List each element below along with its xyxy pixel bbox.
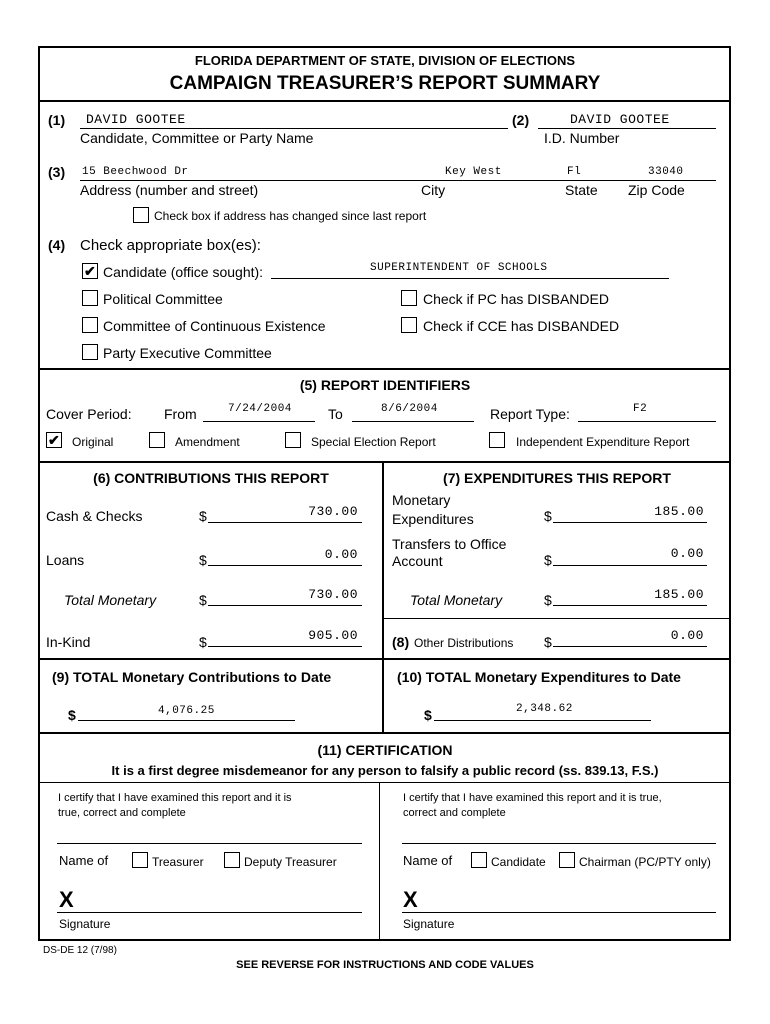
loans-dollar-sign: $ xyxy=(199,552,207,568)
other-distributions-line xyxy=(553,646,707,647)
cover-period-label: Cover Period: xyxy=(46,406,132,422)
amendment-label: Amendment xyxy=(175,435,240,449)
candidate-name-label: Candidate, Committee or Party Name xyxy=(80,130,314,146)
office-sought-value[interactable]: SUPERINTENDENT OF SCHOOLS xyxy=(370,262,548,274)
political-committee-checkbox[interactable] xyxy=(82,290,98,306)
section3-number: (3) xyxy=(48,164,66,180)
cce-disbanded-checkbox[interactable] xyxy=(401,317,417,333)
transfers-value[interactable]: 0.00 xyxy=(670,546,704,561)
state-value[interactable]: Fl xyxy=(567,166,582,178)
cce-label: Committee of Continuous Existence xyxy=(103,318,326,334)
section4-heading: Check appropriate box(es): xyxy=(80,237,261,254)
certification-rule xyxy=(39,782,730,783)
office-sought-line xyxy=(271,278,669,279)
certification-heading: (11) CERTIFICATION xyxy=(317,742,453,758)
deputy-treasurer-label: Deputy Treasurer xyxy=(244,855,337,869)
monetary-expenditures-value[interactable]: 185.00 xyxy=(654,504,704,519)
candidate-signature-x: X xyxy=(403,887,418,912)
political-committee-label: Political Committee xyxy=(103,291,223,307)
contributions-heading: (6) CONTRIBUTIONS THIS REPORT xyxy=(93,470,329,486)
certification-separator xyxy=(379,783,380,940)
city-label: City xyxy=(421,182,446,198)
deputy-treasurer-checkbox[interactable] xyxy=(224,852,240,868)
in-kind-label: In-Kind xyxy=(46,634,91,650)
header-divider xyxy=(39,100,730,102)
report-type-value[interactable]: F2 xyxy=(633,403,648,415)
candidate-name-of-label: Name of xyxy=(403,853,453,868)
monetary-dollar-sign: $ xyxy=(544,508,552,524)
expend-total-line xyxy=(553,605,707,606)
party-exec-checkbox[interactable] xyxy=(82,344,98,360)
total-contributions-dollar-sign: $ xyxy=(68,707,76,723)
candidate-signature-label: Signature xyxy=(403,917,455,931)
address-changed-checkbox[interactable] xyxy=(133,207,149,223)
party-exec-label: Party Executive Committee xyxy=(103,345,272,361)
transfers-label-1: Transfers to Office xyxy=(392,536,507,552)
candidate-check-mark: ✔ xyxy=(84,263,96,279)
department-heading: FLORIDA DEPARTMENT OF STATE, DIVISION OF ELECTIONS xyxy=(194,53,576,68)
from-label: From xyxy=(164,406,197,422)
chairman-checkbox[interactable] xyxy=(559,852,575,868)
address-changed-label: Check box if address has changed since last report xyxy=(154,209,427,223)
treasurer-certify-line-1: I certify that I have examined this report and it is xyxy=(58,792,292,804)
expend-total-value[interactable]: 185.00 xyxy=(654,587,704,602)
total-contributions-heading: (9) TOTAL Monetary Contributions to Date xyxy=(52,669,332,685)
id-number-value[interactable]: DAVID GOOTEE xyxy=(570,112,670,127)
special-election-label: Special Election Report xyxy=(311,435,436,449)
contrib-total-dollar-sign: $ xyxy=(199,592,207,608)
independent-expenditure-checkbox[interactable] xyxy=(489,432,505,448)
candidate-name-line-cert xyxy=(402,843,716,844)
section4-divider xyxy=(39,368,730,370)
loans-label: Loans xyxy=(46,552,85,568)
zip-label: Zip Code xyxy=(628,182,685,198)
in-kind-line xyxy=(208,646,362,647)
cash-checks-line xyxy=(208,522,362,523)
other-distributions-label: Other Distributions xyxy=(414,636,514,650)
treasurer-checkbox[interactable] xyxy=(132,852,148,868)
original-check-mark: ✔ xyxy=(48,432,60,448)
expend-total-label: Total Monetary xyxy=(410,592,503,608)
address-label: Address (number and street) xyxy=(80,182,259,198)
see-reverse-note: SEE REVERSE FOR INSTRUCTIONS AND CODE VALUES xyxy=(236,959,534,971)
cce-checkbox[interactable] xyxy=(82,317,98,333)
candidate-certify-line-1: I certify that I have examined this report and it is true, xyxy=(403,792,662,804)
from-date-line xyxy=(203,421,315,422)
total-contributions-line xyxy=(78,720,295,721)
total-expenditures-line xyxy=(434,720,651,721)
id-number-line xyxy=(538,128,716,129)
amendment-checkbox[interactable] xyxy=(149,432,165,448)
city-value[interactable]: Key West xyxy=(445,166,502,178)
total-contributions-value[interactable]: 4,076.25 xyxy=(158,705,215,717)
chairman-label: Chairman (PC/PTY only) xyxy=(579,855,711,869)
treasurer-certify-line-2: true, correct and complete xyxy=(58,807,186,819)
monetary-expenditures-label-2: Expenditures xyxy=(392,511,474,527)
report-identifiers-heading: (5) REPORT IDENTIFIERS xyxy=(299,377,471,393)
address-value[interactable]: 15 Beechwood Dr xyxy=(82,166,189,178)
loans-line xyxy=(208,565,362,566)
section8-number: (8) xyxy=(392,634,410,650)
section2-number: (2) xyxy=(512,112,530,128)
contrib-total-line xyxy=(208,605,362,606)
form-id: DS-DE 12 (7/98) xyxy=(43,945,117,956)
total-expenditures-heading: (10) TOTAL Monetary Expenditures to Date xyxy=(397,669,681,685)
treasurer-name-of-label: Name of xyxy=(59,853,109,868)
address-line xyxy=(80,180,716,181)
contrib-total-value[interactable]: 730.00 xyxy=(308,587,358,602)
monetary-expenditures-line xyxy=(553,522,707,523)
treasurer-label: Treasurer xyxy=(152,855,204,869)
total-expenditures-value[interactable]: 2,348.62 xyxy=(516,703,573,715)
pc-disbanded-label: Check if PC has DISBANDED xyxy=(423,291,609,307)
transfers-dollar-sign: $ xyxy=(544,552,552,568)
to-date-line xyxy=(352,421,474,422)
candidate-certify-line-2: correct and complete xyxy=(403,807,506,819)
loans-value[interactable]: 0.00 xyxy=(324,547,358,562)
report-type-label: Report Type: xyxy=(490,406,570,422)
other-distributions-top-rule xyxy=(383,618,730,619)
contrib-expend-separator xyxy=(382,462,384,659)
treasurer-signature-x: X xyxy=(59,887,74,912)
cash-dollar-sign: $ xyxy=(199,508,207,524)
certification-warning: It is a first degree misdemeanor for any person to falsify a public record (ss. 839.13, F.S.) xyxy=(111,763,659,778)
totals-separator xyxy=(382,659,384,732)
total-expenditures-dollar-sign: $ xyxy=(424,707,432,723)
section8-divider xyxy=(39,658,730,660)
treasurer-signature-label: Signature xyxy=(59,917,111,931)
in-kind-value[interactable]: 905.00 xyxy=(308,628,358,643)
section5-divider xyxy=(39,461,730,463)
to-date-value[interactable]: 8/6/2004 xyxy=(381,403,438,415)
cash-checks-value[interactable]: 730.00 xyxy=(308,504,358,519)
monetary-expenditures-label-1: Monetary xyxy=(392,492,451,508)
cash-checks-label: Cash & Checks xyxy=(46,508,143,524)
zip-value[interactable]: 33040 xyxy=(648,166,684,178)
candidate-cert-label: Candidate xyxy=(491,855,546,869)
candidate-office-label: Candidate (office sought): xyxy=(103,264,264,280)
expenditures-heading: (7) EXPENDITURES THIS REPORT xyxy=(443,470,671,486)
treasurer-signature-line[interactable] xyxy=(57,912,362,913)
special-election-checkbox[interactable] xyxy=(285,432,301,448)
candidate-signature-line[interactable] xyxy=(402,912,716,913)
to-label: To xyxy=(328,406,343,422)
id-number-label: I.D. Number xyxy=(544,130,620,146)
section10-divider xyxy=(39,732,730,734)
candidate-name-value[interactable]: DAVID GOOTEE xyxy=(86,112,186,127)
other-distributions-value[interactable]: 0.00 xyxy=(670,628,704,643)
in-kind-dollar-sign: $ xyxy=(199,634,207,650)
cce-disbanded-label: Check if CCE has DISBANDED xyxy=(423,318,620,334)
transfers-label-2: Account xyxy=(392,553,443,569)
other-distributions-dollar-sign: $ xyxy=(544,634,552,650)
from-date-value[interactable]: 7/24/2004 xyxy=(228,403,292,415)
candidate-name-line xyxy=(80,128,508,129)
section1-number: (1) xyxy=(48,112,66,128)
report-type-line xyxy=(578,421,716,422)
transfers-line xyxy=(553,565,707,566)
form-title: CAMPAIGN TREASURER’S REPORT SUMMARY xyxy=(169,73,601,94)
independent-expenditure-label: Independent Expenditure Report xyxy=(516,435,690,449)
original-label: Original xyxy=(72,435,114,449)
contrib-total-label: Total Monetary xyxy=(64,592,157,608)
section4-number: (4) xyxy=(48,237,66,253)
state-label: State xyxy=(565,182,598,198)
treasurer-name-line xyxy=(57,843,362,844)
pc-disbanded-checkbox[interactable] xyxy=(401,290,417,306)
candidate-cert-checkbox[interactable] xyxy=(471,852,487,868)
expend-total-dollar-sign: $ xyxy=(544,592,552,608)
